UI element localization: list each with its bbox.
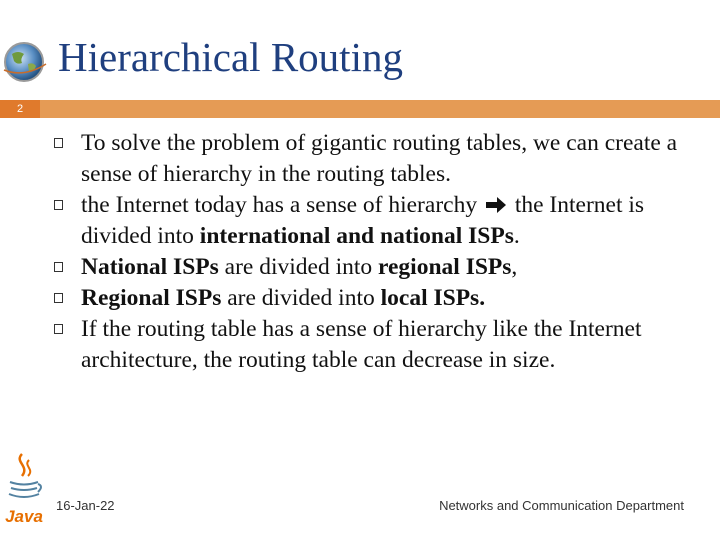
square-bullet-icon [54,293,63,303]
bullet-bold-text: Regional ISPs [81,285,222,311]
title-divider-bar [0,100,720,118]
bullet-bold-text: National ISPs [81,254,219,280]
bullet-text: If the routing table has a sense of hierarchy like the Internet architecture, the routing table can decrease in size. [81,316,642,373]
square-bullet-icon [54,200,63,210]
bullet-text: . [513,223,520,249]
bullet-bold-text: international and national ISPs [199,223,514,249]
bullet-item [50,314,690,376]
square-bullet-icon [54,262,63,272]
globe-logo-icon [0,40,50,84]
bullet-item [50,128,690,190]
bullet-text: the Internet is divided into [81,192,645,249]
footer-date: 16-Jan-22 [56,498,115,513]
square-bullet-icon [54,324,63,334]
bullet-list [50,128,690,376]
bullet-text: To solve the problem of gigantic routing tables, we can create a sense of hierarchy in the routing tables. [81,130,678,187]
bullet-bold-text: regional ISPs [378,254,512,280]
bullet-item [50,252,690,283]
java-logo-text: Java [5,507,43,526]
bullet-text: are divided into [221,285,381,311]
bullet-bold-text: local ISPs. [380,285,486,311]
right-arrow-icon [485,196,507,214]
java-logo-icon [2,450,46,528]
square-bullet-icon [54,138,63,148]
bullet-text: the Internet today has a sense of hierarchy [81,192,483,218]
bullet-text: are divided into [218,254,378,280]
slide-number: 2 [0,100,40,118]
bullet-item [50,283,690,314]
footer-department: Networks and Communication Department [439,498,684,513]
slide-title: Hierarchical Routing [58,34,403,80]
bullet-item [50,190,690,252]
bullet-text: , [511,254,518,280]
